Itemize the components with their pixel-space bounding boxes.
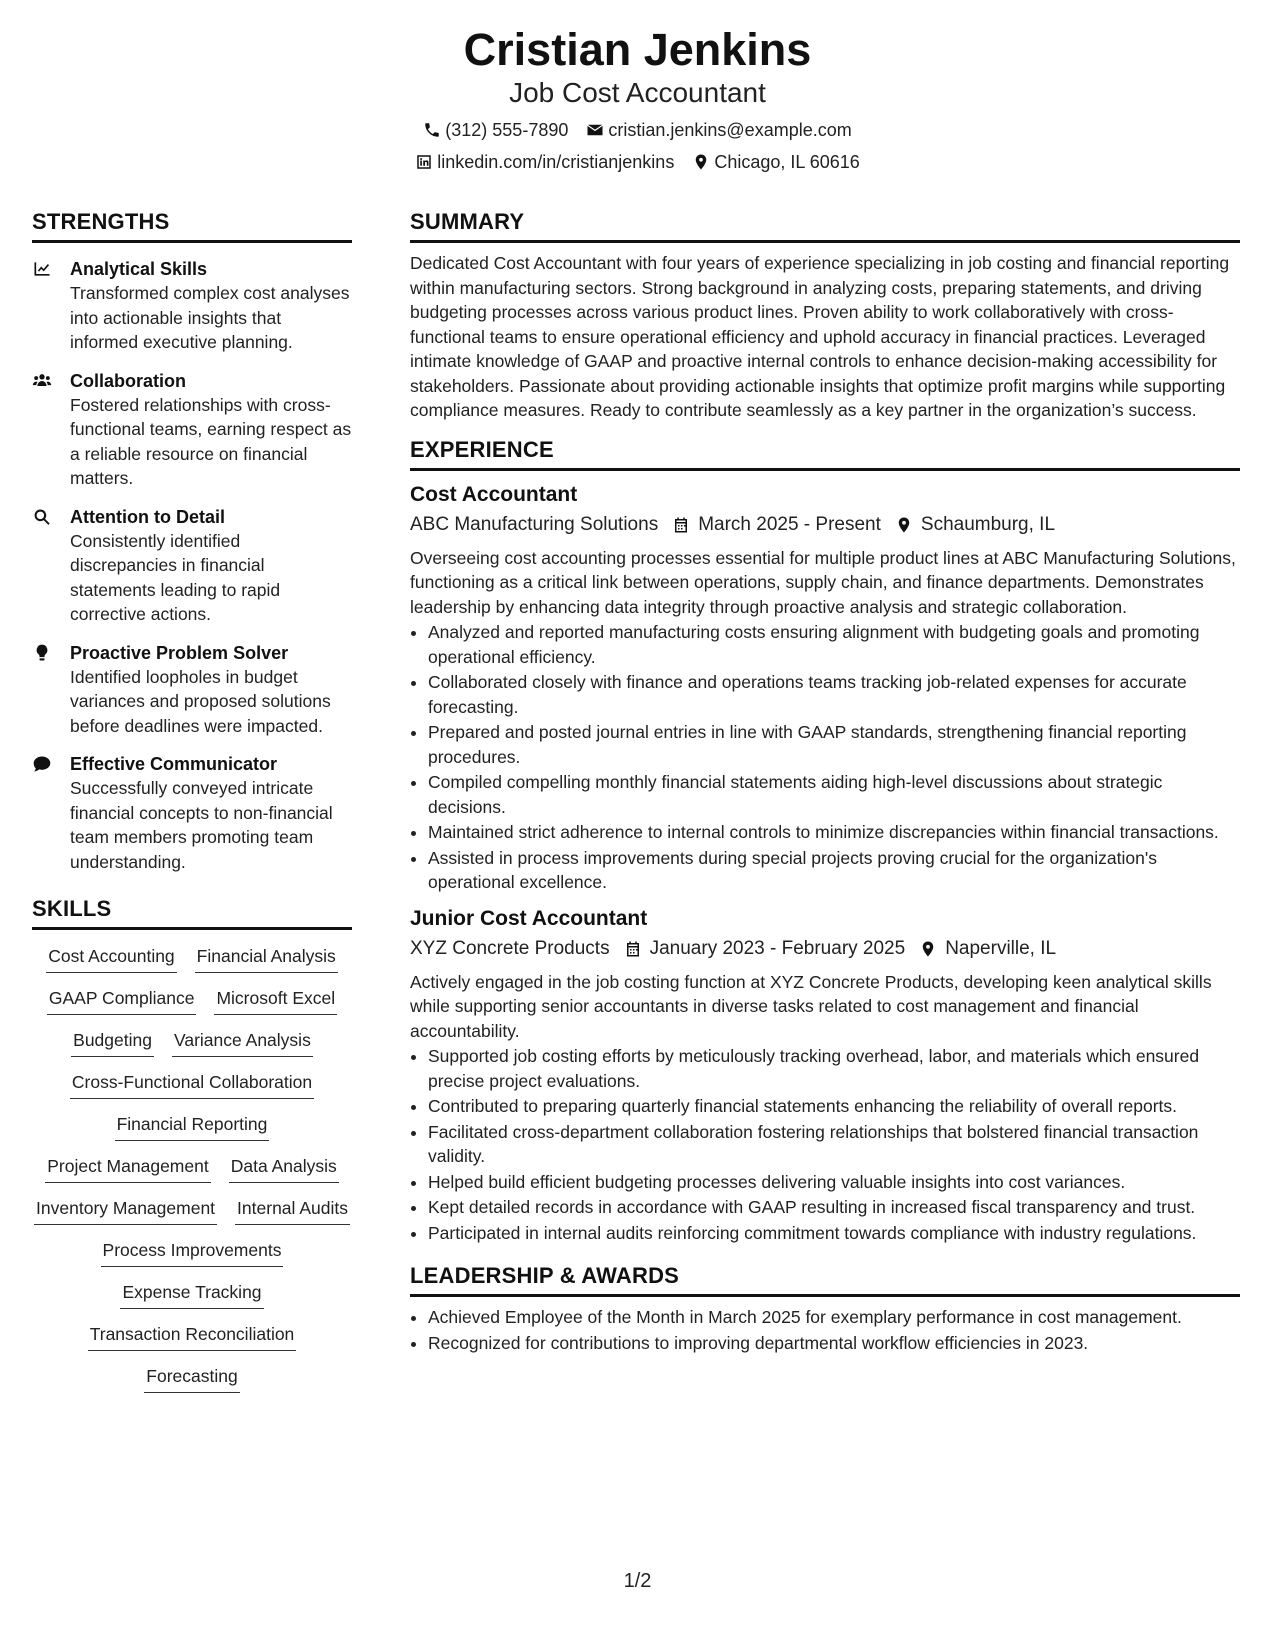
- job-meta: [410, 935, 1240, 963]
- skill-tag: Forecasting: [144, 1364, 239, 1393]
- search-icon: [32, 507, 52, 527]
- strength-title: Proactive Problem Solver: [70, 642, 289, 663]
- job-role: Junior Cost Accountant: [410, 906, 648, 930]
- strength-item: [32, 369, 352, 491]
- strength-item: [32, 641, 352, 739]
- job-description: Actively engaged in the job costing function at XYZ Concrete Products, developing keen analytical skills while supporting senior accountants in diverse tasks related to cost management and financial accountability.: [410, 971, 1212, 1041]
- strength-title: Effective Communicator: [70, 754, 278, 774]
- skill-tag: Internal Audits: [235, 1196, 350, 1225]
- skill-tag: Project Management: [45, 1154, 210, 1183]
- location-text: Chicago, IL 60616: [714, 152, 860, 172]
- skills-list: [32, 944, 352, 1393]
- comment-icon: [32, 754, 52, 774]
- skill-tag: Inventory Management: [34, 1196, 217, 1225]
- strength-item: [32, 752, 352, 874]
- skill-tag: Cross-Functional Collaboration: [70, 1070, 314, 1099]
- users-icon: [32, 371, 52, 391]
- list-item: • Maintained strict adherence to internal controls to minimize discrepancies within financial transactions.: [428, 820, 1240, 845]
- strength-item: [32, 257, 352, 355]
- right-column: [410, 209, 1240, 1355]
- skill-tag: Cost Accounting: [46, 944, 176, 973]
- list-item: • Analyzed and reported manufacturing costs ensuring alignment with budgeting goals and promoting operational efficiency.: [428, 620, 1240, 669]
- phone-icon: [423, 121, 441, 139]
- contact-phone[interactable]: [423, 119, 568, 141]
- awards-heading: LEADERSHIP & AWARDS: [410, 1263, 1240, 1297]
- job-entry: [410, 905, 1240, 1246]
- contact-row-2: [0, 151, 1275, 173]
- strength-desc: Identified loopholes in budget variances and proposed solutions before deadlines were impacted.: [70, 666, 331, 736]
- linkedin-icon: [415, 153, 433, 171]
- list-item: • Compiled compelling monthly financial statements aiding high-level discussions about strategic decisions.: [428, 770, 1240, 819]
- job-bullets: [410, 620, 1240, 895]
- map-pin-icon: [919, 940, 937, 958]
- list-item: • Assisted in process improvements during special projects proving crucial for the organization's operational excellence.: [428, 846, 1240, 895]
- list-item: • Participated in internal audits reinforcing commitment towards compliance with industry regulations.: [428, 1221, 1240, 1246]
- skill-tag: Expense Tracking: [120, 1280, 263, 1309]
- skill-tag: Budgeting: [71, 1028, 154, 1057]
- job-location: Naperville, IL: [945, 937, 1057, 959]
- strengths-heading: STRENGTHS: [32, 209, 352, 243]
- list-item: • Achieved Employee of the Month in March 2025 for exemplary performance in cost management.: [428, 1305, 1240, 1330]
- contact-email[interactable]: [586, 119, 851, 141]
- list-item: • Collaborated closely with finance and operations teams tracking job-related expenses for accurate forecasting.: [428, 670, 1240, 719]
- summary-text: Dedicated Cost Accountant with four years of experience specializing in job costing and financial reporting within manufacturing sectors. Strong background in analyzing costs, preparing statements, and driving budgeting processes across various product lines. Proven ability to work collaboratively with cross-functional teams to ensure operational efficiency and uphold accuracy in financial practices. Leveraged intimate knowledge of GAAP and proactive internal controls to enhance decision-making accessibility for stakeholders. Passionate about providing actionable insights that optimize profit margins while supporting compliance measures. Ready to contribute seamlessly as a key partner in the organization’s success.: [410, 253, 1230, 420]
- list-item: • Facilitated cross-department collaboration fostering relationships that bolstered financial transaction validity.: [428, 1120, 1240, 1169]
- skill-tag: Transaction Reconciliation: [88, 1322, 297, 1351]
- phone-text: (312) 555-7890: [445, 120, 569, 140]
- job-company: XYZ Concrete Products: [410, 937, 610, 959]
- lightbulb-icon: [32, 643, 52, 663]
- job-meta: [410, 511, 1240, 539]
- skill-tag: Process Improvements: [101, 1238, 284, 1267]
- contact-location: [692, 151, 859, 173]
- contact-linkedin[interactable]: [415, 151, 674, 173]
- left-column: [32, 209, 352, 1393]
- list-item: • Kept detailed records in accordance with GAAP resulting in increased fiscal transparency and trust.: [428, 1195, 1240, 1220]
- map-pin-icon: [895, 516, 913, 534]
- list-item: • Contributed to preparing quarterly financial statements enhancing the reliability of overall reports.: [428, 1094, 1240, 1119]
- strength-desc: Successfully conveyed intricate financial concepts to non-financial team members promoting team understanding.: [70, 778, 333, 872]
- list-item: • Prepared and posted journal entries in line with GAAP standards, strengthening financial reporting procedures.: [428, 720, 1240, 769]
- map-pin-icon: [692, 153, 710, 171]
- experience-heading: EXPERIENCE: [410, 437, 1240, 471]
- summary-heading: SUMMARY: [410, 209, 1240, 243]
- job-dates: March 2025 - Present: [698, 513, 881, 535]
- strength-title: Collaboration: [70, 370, 186, 391]
- job-title: Job Cost Accountant: [509, 77, 766, 108]
- strength-item: [32, 505, 352, 627]
- job-bullets: [410, 1044, 1240, 1245]
- linkedin-text: linkedin.com/in/cristianjenkins: [437, 152, 675, 172]
- job-description: Overseeing cost accounting processes essential for multiple product lines at ABC Manufacturing Solutions, functioning as a critical link between operations, supply chain, and finance departments. Demonstrates leadership by enhancing data integrity through proactive analysis and strategic collaboration.: [410, 547, 1236, 617]
- job-role: Cost Accountant: [410, 482, 578, 506]
- page-number: 1/2: [623, 1570, 652, 1592]
- contact-row-1: [0, 119, 1275, 141]
- resume-header: [0, 22, 1275, 173]
- job-dates: January 2023 - February 2025: [649, 937, 906, 959]
- skill-tag: Financial Reporting: [115, 1112, 270, 1141]
- job-company: ABC Manufacturing Solutions: [410, 513, 659, 535]
- envelope-icon: [586, 121, 604, 139]
- skill-tag: Microsoft Excel: [214, 986, 337, 1015]
- strength-title: Analytical Skills: [70, 259, 208, 279]
- skill-tag: Variance Analysis: [172, 1028, 313, 1057]
- skill-tag: Financial Analysis: [195, 944, 338, 973]
- candidate-name: Cristian Jenkins: [463, 24, 812, 75]
- list-item: • Recognized for contributions to improving departmental workflow efficiencies in 2023.: [428, 1331, 1240, 1356]
- calendar-icon: [672, 516, 690, 534]
- email-text: cristian.jenkins@example.com: [608, 120, 852, 140]
- list-item: • Helped build efficient budgeting processes delivering valuable insights into cost variances.: [428, 1170, 1240, 1195]
- chart-line-icon: [32, 259, 52, 279]
- strength-desc: Consistently identified discrepancies in financial statements leading to rapid corrective actions.: [70, 530, 281, 624]
- list-item: • Supported job costing efforts by meticulously tracking overhead, labor, and materials which ensured precise project evaluations.: [428, 1044, 1240, 1093]
- strength-desc: Transformed complex cost analyses into actionable insights that informed executive planning.: [70, 283, 350, 352]
- awards-list: [410, 1305, 1240, 1355]
- calendar-icon: [624, 940, 642, 958]
- job-location: Schaumburg, IL: [920, 513, 1056, 535]
- job-entry: [410, 481, 1240, 895]
- skills-heading: SKILLS: [32, 896, 352, 930]
- skill-tag: Data Analysis: [229, 1154, 339, 1183]
- skill-tag: GAAP Compliance: [47, 986, 197, 1015]
- strength-desc: Fostered relationships with cross-functional teams, earning respect as a reliable resource on financial matters.: [70, 394, 352, 488]
- strength-title: Attention to Detail: [70, 506, 225, 527]
